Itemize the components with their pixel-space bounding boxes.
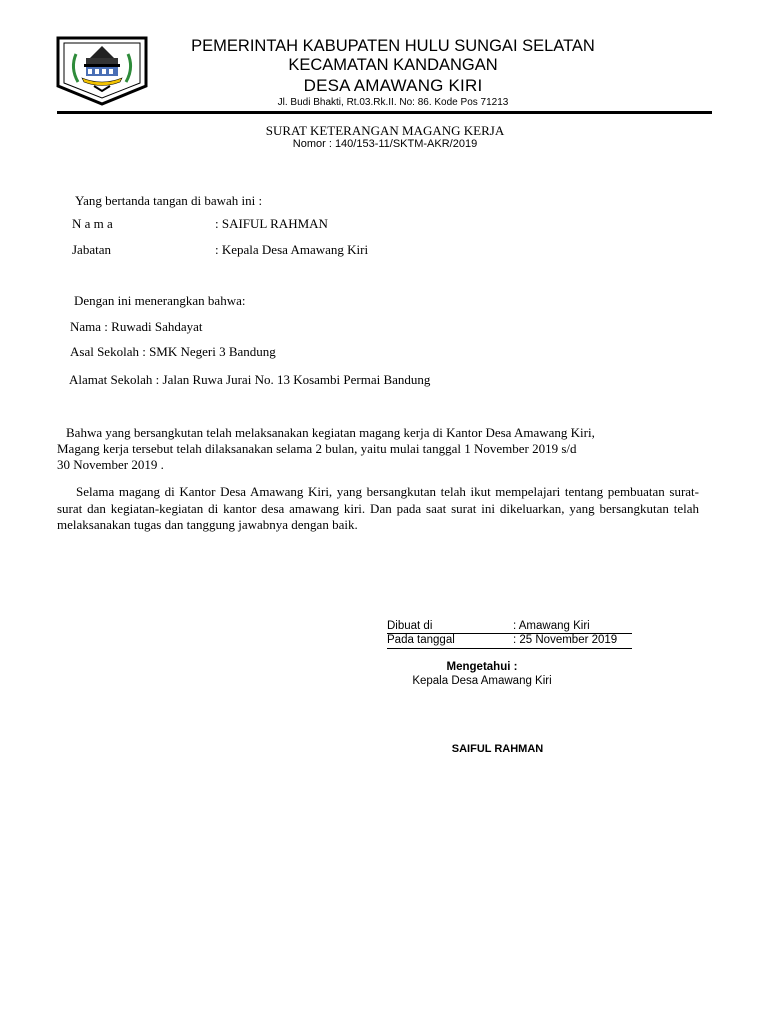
letter-number: Nomor : 140/153-11/SKTM-AKR/2019 [292, 138, 478, 150]
signature-name: SAIFUL RAHMAN [451, 743, 544, 755]
signature-date-value: : 25 November 2019 [513, 634, 618, 646]
letterhead-address: Jl. Budi Bhakti, Rt.03.Rk.II. No: 86. Kode Pos 71213 [277, 97, 509, 108]
signatory-name-value: : SAIFUL RAHMAN [215, 216, 328, 231]
body-paragraph-1-line-2: Magang kerja tersebut telah dilaksanakan selama 2 bulan, yaitu mulai tanggal 1 November 2019 s/d [57, 441, 577, 456]
signatory-intro: Yang bertanda tangan di bawah ini : [75, 193, 263, 208]
body-paragraph-1-line-3: 30 November 2019 . [57, 457, 164, 472]
signatory-position-value: : Kepala Desa Amawang Kiri [215, 242, 369, 257]
body-paragraph-2: Selama magang di Kantor Desa Amawang Kiri, yang bersangkutan telah ikut mempelajari tentang pembuatan surat-surat dan kegiatan-kegiatan di kantor desa amawang kiri. Dan pada saat surat ini dikeluarkan, yang bersangkutan telah melaksanakan tugas dan tanggung jawabnya dengan baik. [57, 484, 699, 532]
subject-name: Nama : Ruwadi Sahdayat [70, 319, 203, 334]
signature-place-value: : Amawang Kiri [513, 620, 590, 632]
regency-emblem-icon [56, 36, 148, 106]
subject-school: Asal Sekolah : SMK Negeri 3 Bandung [70, 344, 276, 359]
letterhead-village: DESA AMAWANG KIRI [303, 76, 483, 95]
signature-place-label: Dibuat di [387, 620, 433, 632]
letter-title: SURAT KETERANGAN MAGANG KERJA [265, 123, 505, 138]
letterhead-government: PEMERINTAH KABUPATEN HULU SUNGAI SELATAN [191, 37, 595, 55]
signature-date-underline [387, 648, 632, 649]
signature-role: Kepala Desa Amawang Kiri [412, 675, 552, 687]
body-paragraph-1-line-1: Bahwa yang bersangkutan telah melaksanakan kegiatan magang kerja di Kantor Desa Amawang Kiri, [66, 425, 595, 440]
subject-intro: Dengan ini menerangkan bahwa: [74, 293, 246, 308]
signature-acknowledged: Mengetahui : [446, 661, 518, 673]
signature-date-label: Pada tanggal [387, 634, 455, 646]
signatory-position-label: Jabatan [72, 242, 111, 257]
subject-school-address: Alamat Sekolah : Jalan Ruwa Jurai No. 13 Kosambi Permai Bandung [69, 372, 431, 387]
letterhead-district: KECAMATAN KANDANGAN [288, 56, 498, 74]
letterhead-divider [57, 111, 712, 114]
signatory-name-label: N a m a [72, 216, 113, 231]
